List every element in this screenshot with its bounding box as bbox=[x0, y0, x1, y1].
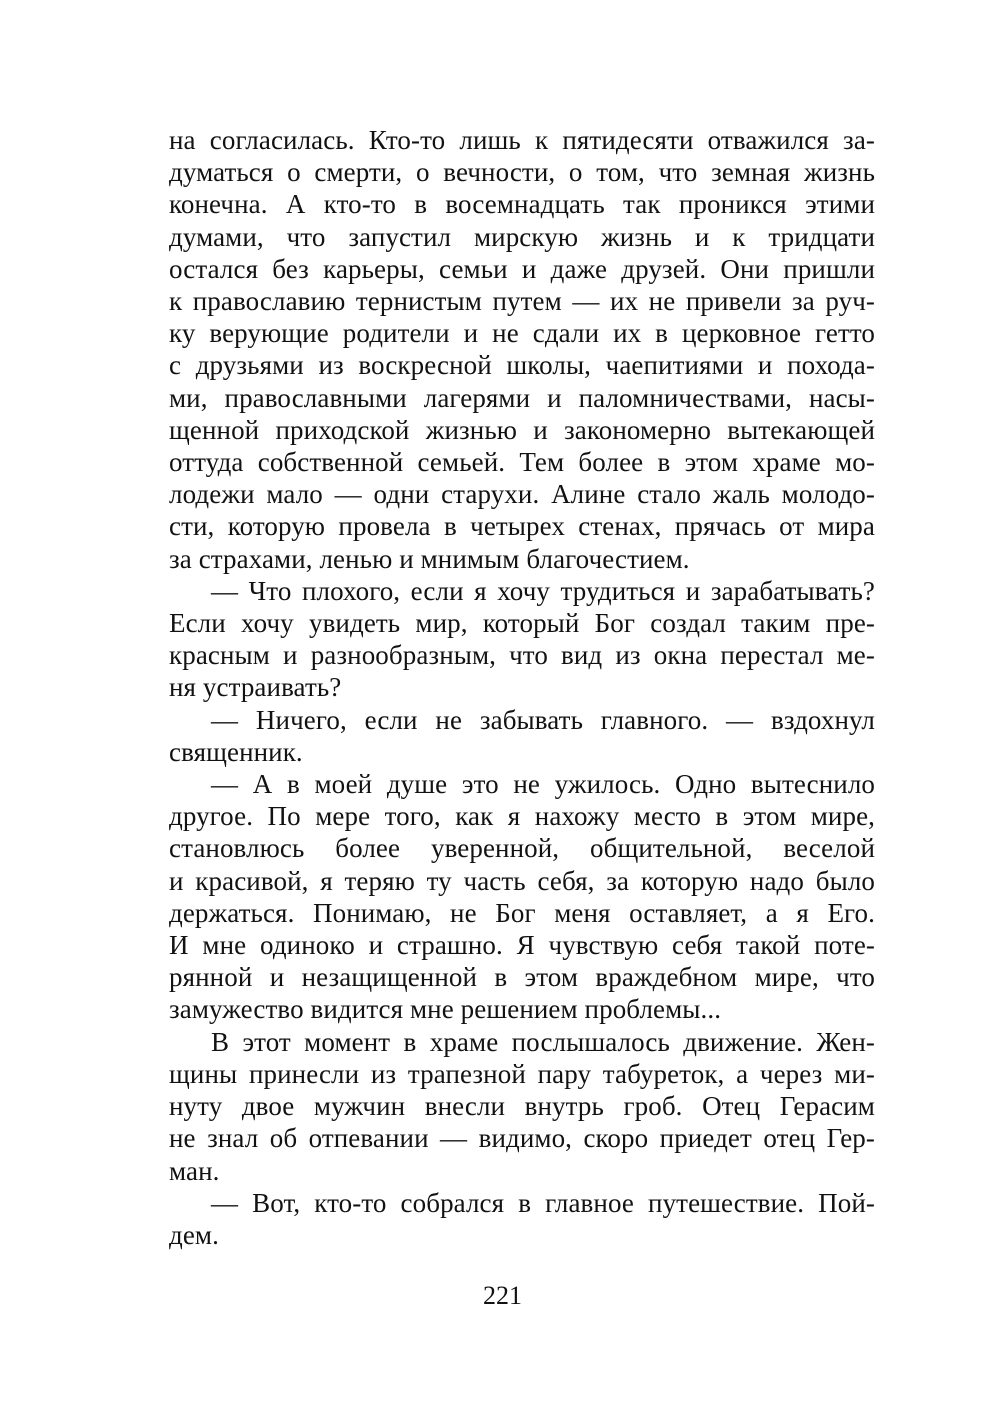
paragraph bbox=[169, 1187, 875, 1251]
text-line: красным и разнообразным, что вид из окна перестал ме- bbox=[169, 640, 875, 671]
text-column bbox=[169, 124, 875, 1251]
text-line: с друзьями из воскресной школы, чаепитиями и похода- bbox=[169, 350, 875, 381]
text-line: за страхами, ленью и мнимым благочестием. bbox=[169, 543, 690, 574]
text-line: другое. По мере того, как я нахожу место в этом мире, bbox=[169, 801, 875, 832]
text-line: И мне одиноко и страшно. Я чувствую себя такой поте- bbox=[169, 930, 875, 961]
text-line: и красивой, я теряю ту часть себя, за которую надо было bbox=[169, 865, 875, 896]
text-line: замужество видится мне решением проблемы... bbox=[169, 994, 722, 1025]
text-line: не знал об отпевании — видимо, скоро приедет отец Гер- bbox=[169, 1123, 875, 1154]
text-line: щенной приходской жизнью и закономерно вытекающей bbox=[169, 414, 875, 445]
text-line: рянной и незащищенной в этом враждебном мире, что bbox=[169, 962, 875, 993]
text-line: думами, что запустил мирскую жизнь и к тридцати bbox=[169, 221, 875, 252]
text-line: В этот момент в храме послышалось движение. Жен- bbox=[211, 1026, 875, 1057]
text-line: — Вот, кто-то собрался в главное путешествие. Пой- bbox=[211, 1187, 875, 1218]
text-line: ку верующие родители и не сдали их в церковное гетто bbox=[169, 318, 875, 349]
text-line: ня устраивать? bbox=[169, 672, 342, 703]
text-line: думаться о смерти, о вечности, о том, что земная жизнь bbox=[169, 157, 875, 188]
text-line: сти, которую провела в четырех стенах, прячась от мира bbox=[169, 511, 875, 542]
text-line: на согласилась. Кто-то лишь к пятидесяти отважился за- bbox=[169, 125, 875, 155]
text-line: Если хочу увидеть мир, который Бог создал таким пре- bbox=[169, 608, 875, 639]
text-line: конечна. А кто-то в восемнадцать так проникся этими bbox=[169, 189, 875, 220]
paragraph bbox=[169, 124, 875, 575]
paragraph bbox=[169, 704, 875, 768]
text-line: лодежи мало — одни старухи. Алине стало жаль молодо- bbox=[169, 479, 875, 510]
page-number: 221 bbox=[483, 1281, 522, 1310]
text-line: — Ничего, если не забывать главного. — вздохнул bbox=[211, 704, 875, 735]
text-line: щины принесли из трапезной пару табуреток, а через ми- bbox=[169, 1058, 875, 1089]
text-line: становлюсь более уверенной, общительной, веселой bbox=[169, 833, 875, 864]
text-line: ман. bbox=[169, 1155, 220, 1186]
paragraph bbox=[169, 768, 875, 1026]
text-line: держаться. Понимаю, не Бог меня оставляет, а я Его. bbox=[169, 897, 875, 928]
text-line: священник. bbox=[169, 736, 303, 767]
paragraph bbox=[169, 575, 875, 704]
text-line: оттуда собственной семьей. Тем более в этом храме мо- bbox=[169, 447, 875, 478]
text-line: остался без карьеры, семьи и даже друзей. Они пришли bbox=[169, 253, 875, 284]
text-line: нуту двое мужчин внесли внутрь гроб. Отец Герасим bbox=[169, 1091, 875, 1122]
text-line: ми, православными лагерями и паломничествами, насы- bbox=[169, 382, 875, 413]
text-line: — А в моей душе это не ужилось. Одно вытеснило bbox=[211, 769, 875, 800]
text-line: — Что плохого, если я хочу трудиться и зарабатывать? bbox=[211, 575, 875, 606]
text-line: к православию тернистым путем — их не привели за руч- bbox=[169, 286, 875, 317]
text-line: дем. bbox=[169, 1219, 219, 1250]
paragraph bbox=[169, 1026, 875, 1187]
